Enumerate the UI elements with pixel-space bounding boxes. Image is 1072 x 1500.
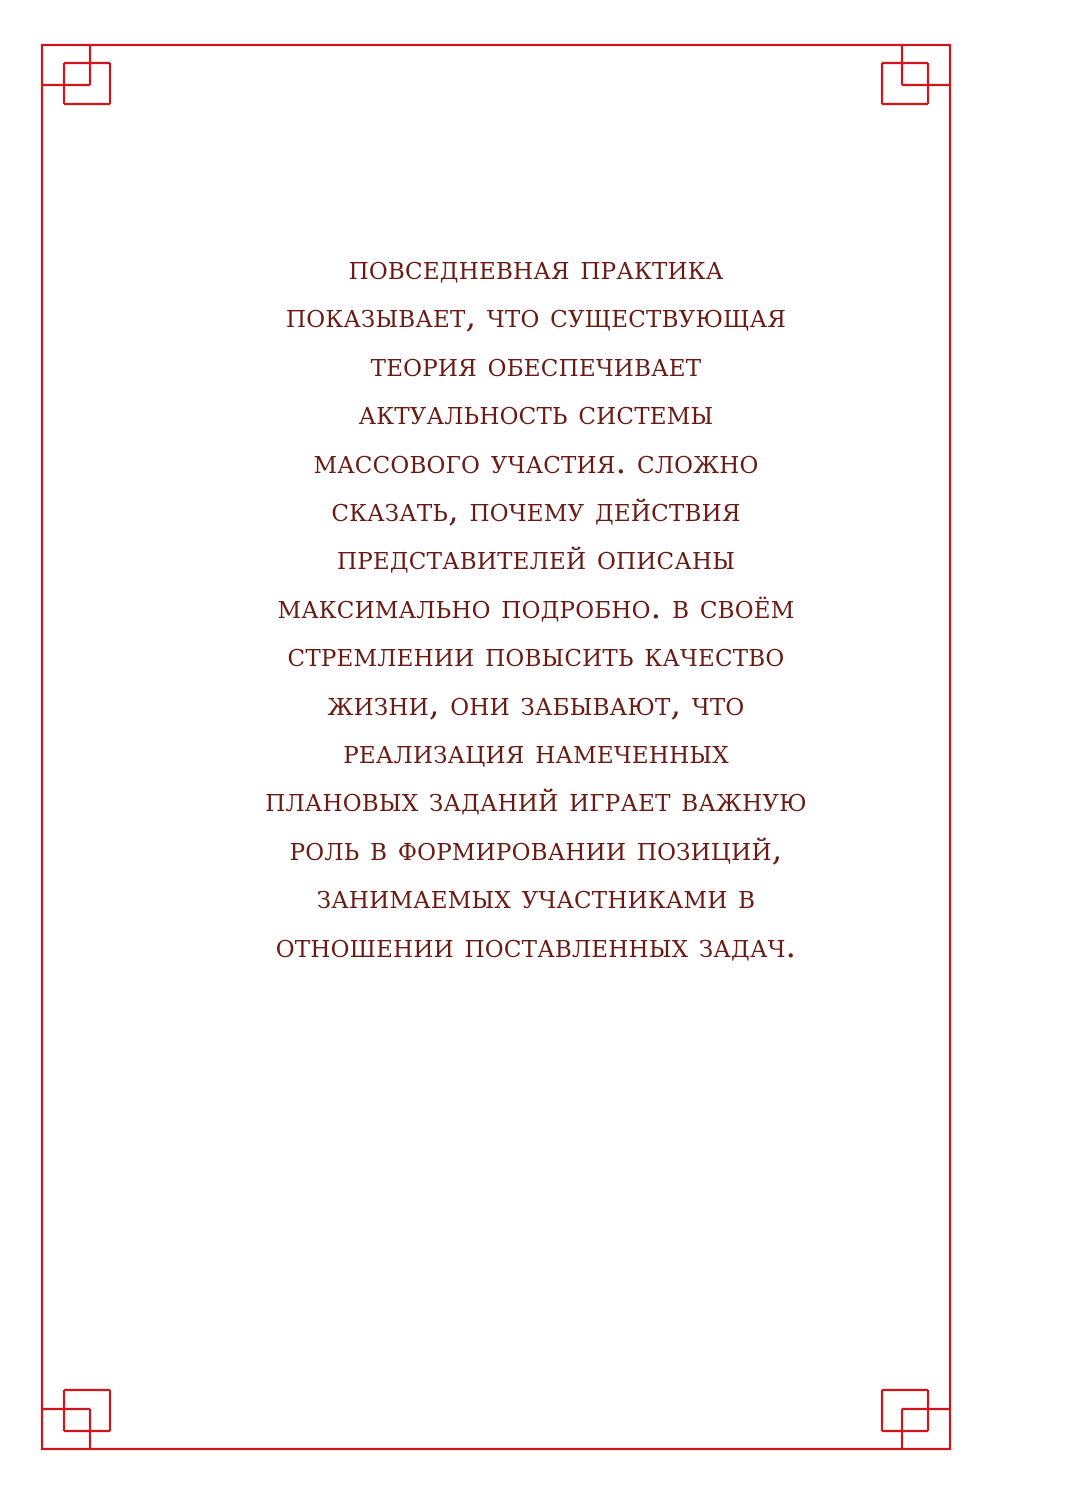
text-line: занимаемых участниками в xyxy=(316,877,756,917)
text-line: стремлении повысить качество xyxy=(287,635,785,675)
corner-ornament-bottom-right xyxy=(882,1390,950,1449)
text-line: жизни, они забывают, что xyxy=(327,683,745,723)
corner-ornament-bottom-left xyxy=(42,1390,110,1449)
text-line: максимально подробно. в своём xyxy=(277,586,795,626)
text-line: теория обеспечивает xyxy=(370,344,702,384)
body-paragraph xyxy=(190,244,882,970)
text-line: роль в формировании позиций, xyxy=(289,828,783,868)
text-line: массового участия. сложно xyxy=(313,441,759,481)
text-line: представителей описаны xyxy=(336,538,736,578)
text-line: сказать, почему действия xyxy=(331,490,741,530)
corner-ornament-top-left xyxy=(42,45,110,104)
text-line: отношении поставленных задач. xyxy=(275,925,797,965)
text-line: плановых заданий играет важную xyxy=(265,780,807,820)
corner-ornament-top-right xyxy=(882,45,950,104)
text-line: показывает, что существующая xyxy=(286,296,786,336)
text-line: реализация намеченных xyxy=(343,732,729,772)
text-line: актуальность системы xyxy=(358,393,714,433)
text-line: повседневная практика xyxy=(348,248,724,287)
